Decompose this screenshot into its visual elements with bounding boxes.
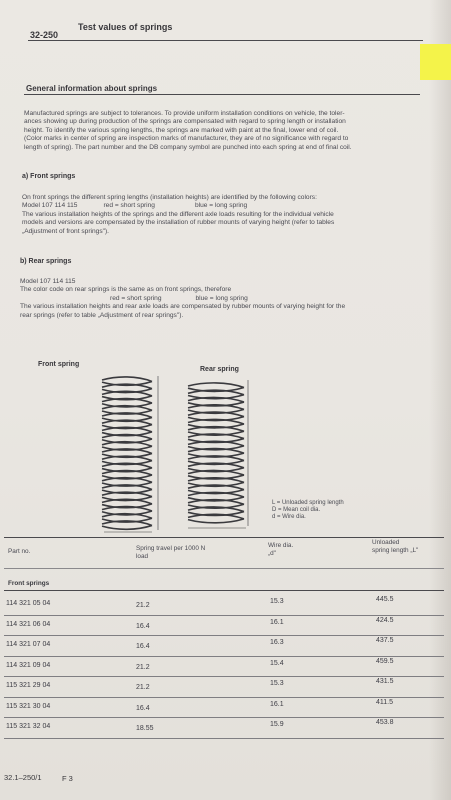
table-section-rule bbox=[4, 590, 444, 591]
front-spring-label: Front spring bbox=[38, 361, 80, 368]
table-header-rule bbox=[4, 568, 444, 569]
cell-spring-travel: 16.4 bbox=[136, 622, 150, 630]
rear-intro: The color code on rear springs is the same as on front springs, therefore bbox=[20, 286, 232, 294]
cell-unloaded-length: 437.5 bbox=[376, 637, 394, 644]
general-line: (Color marks in center of spring are inspection marks of manufacturer, they are of no significance with regard to bbox=[24, 135, 349, 143]
col-header-travel bbox=[136, 545, 205, 560]
table-row-rule bbox=[4, 635, 444, 636]
front-heading: a) Front springs bbox=[22, 173, 76, 180]
yellow-index-tab bbox=[420, 44, 451, 80]
col-header-travel-line: Spring travel per 1000 N bbox=[136, 545, 206, 552]
general-line: length of spring). The part number and the DB company symbol are punched into each spring at end of final coil. bbox=[24, 143, 352, 151]
front-line: „Adjustment of front springs"). bbox=[22, 227, 109, 235]
general-heading: General information about springs bbox=[26, 84, 158, 93]
cell-unloaded-length: 424.5 bbox=[376, 616, 394, 624]
col-header-wire-line: Wire dia. bbox=[268, 542, 294, 549]
col-header-part: Part no. bbox=[8, 548, 31, 555]
rear-red: red = short spring bbox=[110, 294, 162, 302]
rear-heading: b) Rear springs bbox=[20, 258, 72, 265]
col-header-travel-line: load bbox=[136, 552, 149, 560]
table-row-rule bbox=[4, 656, 444, 657]
page-number: 32-250 bbox=[30, 30, 59, 40]
front-blue: blue = long spring bbox=[194, 202, 248, 210]
table-row-rule bbox=[4, 738, 444, 739]
legend-line: D = Mean coil dia. bbox=[272, 507, 321, 513]
table-row-rule bbox=[4, 615, 444, 616]
cell-unloaded-length: 459.5 bbox=[376, 657, 394, 665]
cell-unloaded-length: 453.8 bbox=[376, 719, 394, 726]
front-line: The various installation heights of the springs and the different axle loads resulting for the individual vehicle bbox=[22, 210, 334, 218]
legend-line: d = Wire dia. bbox=[272, 514, 306, 520]
cell-part-no: 115 321 32 04 bbox=[6, 723, 51, 730]
cell-wire-dia: 16.1 bbox=[270, 700, 284, 708]
cell-unloaded-length: 445.5 bbox=[376, 596, 394, 603]
rear-blue: blue = long spring bbox=[195, 294, 248, 302]
front-model-line bbox=[22, 202, 426, 210]
cell-part-no: 115 321 30 04 bbox=[6, 702, 51, 710]
general-line: ances showing up during production of the springs are compensated with regard to spring length or installation bbox=[24, 118, 346, 126]
cell-unloaded-length: 431.5 bbox=[376, 678, 394, 685]
rear-spring-drawing bbox=[178, 378, 270, 534]
legend-line: L = Unloaded spring length bbox=[272, 500, 344, 506]
table-section-title: Front springs bbox=[8, 580, 50, 587]
table-row-rule bbox=[4, 717, 444, 718]
cell-wire-dia: 15.9 bbox=[270, 721, 284, 728]
general-line: Manufactured springs are subject to tolerances. To provide uniform installation conditions on vehicle, the toler- bbox=[24, 110, 345, 117]
general-text bbox=[24, 110, 424, 152]
rear-spring-label: Rear spring bbox=[200, 366, 239, 373]
front-intro: On front springs the different spring lengths (installation heights) are identified by the following colors: bbox=[22, 194, 317, 201]
cell-spring-travel: 21.2 bbox=[136, 684, 150, 691]
cell-spring-travel: 16.4 bbox=[136, 704, 150, 712]
front-model: Model 107 114 115 bbox=[22, 202, 78, 210]
front-spring-drawing bbox=[96, 372, 176, 538]
rear-line: The various installation heights and rear axle loads are compensated by rubber mounts of varying height for the bbox=[20, 303, 346, 311]
table-row-rule bbox=[4, 676, 444, 677]
front-text bbox=[22, 194, 426, 236]
col-header-length-line: Unloaded bbox=[372, 539, 400, 546]
footer-code: F 3 bbox=[62, 774, 73, 783]
table-top-rule bbox=[4, 537, 444, 538]
cell-part-no: 114 321 06 04 bbox=[6, 620, 51, 628]
cell-part-no: 114 321 05 04 bbox=[6, 600, 51, 607]
col-header-length-line: spring length „L" bbox=[372, 546, 419, 554]
cell-spring-travel: 21.2 bbox=[136, 602, 150, 609]
cell-part-no: 114 321 09 04 bbox=[6, 661, 51, 669]
table-row-rule bbox=[4, 697, 444, 698]
front-line: models and versions are compensated by the installation of rubber mounts of varying height (refer to tables bbox=[22, 219, 335, 227]
cell-wire-dia: 16.1 bbox=[270, 618, 284, 626]
rear-colors-line bbox=[20, 295, 430, 303]
cell-wire-dia: 15.4 bbox=[270, 659, 284, 667]
rear-model: Model 107 114 115 bbox=[20, 278, 76, 285]
col-header-wire bbox=[268, 542, 293, 557]
cell-spring-travel: 21.2 bbox=[136, 663, 150, 671]
header-rule bbox=[28, 40, 423, 41]
cell-spring-travel: 16.4 bbox=[136, 643, 150, 650]
footer-ref: 32.1–250/1 bbox=[4, 773, 42, 782]
general-line: height. To identify the various spring lengths, the springs are marked with paint at the final, lower end of coil. bbox=[24, 126, 339, 134]
rear-line: rear springs (refer to table „Adjustment of rear springs"). bbox=[20, 311, 184, 319]
cell-spring-travel: 18.55 bbox=[136, 725, 154, 732]
col-header-wire-line: „d" bbox=[268, 549, 276, 557]
col-header-length bbox=[372, 539, 418, 554]
cell-part-no: 114 321 07 04 bbox=[6, 641, 51, 648]
page-title: Test values of springs bbox=[78, 22, 173, 32]
cell-wire-dia: 16.3 bbox=[270, 639, 284, 646]
cell-part-no: 115 321 29 04 bbox=[6, 682, 51, 689]
front-red: red = short spring bbox=[103, 202, 155, 210]
cell-wire-dia: 15.3 bbox=[270, 598, 284, 605]
page-edge-shadow bbox=[429, 0, 451, 800]
cell-unloaded-length: 411.5 bbox=[376, 698, 393, 706]
general-rule bbox=[24, 94, 420, 95]
figure-legend bbox=[272, 500, 344, 521]
rear-text bbox=[20, 278, 430, 320]
cell-wire-dia: 15.3 bbox=[270, 680, 284, 687]
